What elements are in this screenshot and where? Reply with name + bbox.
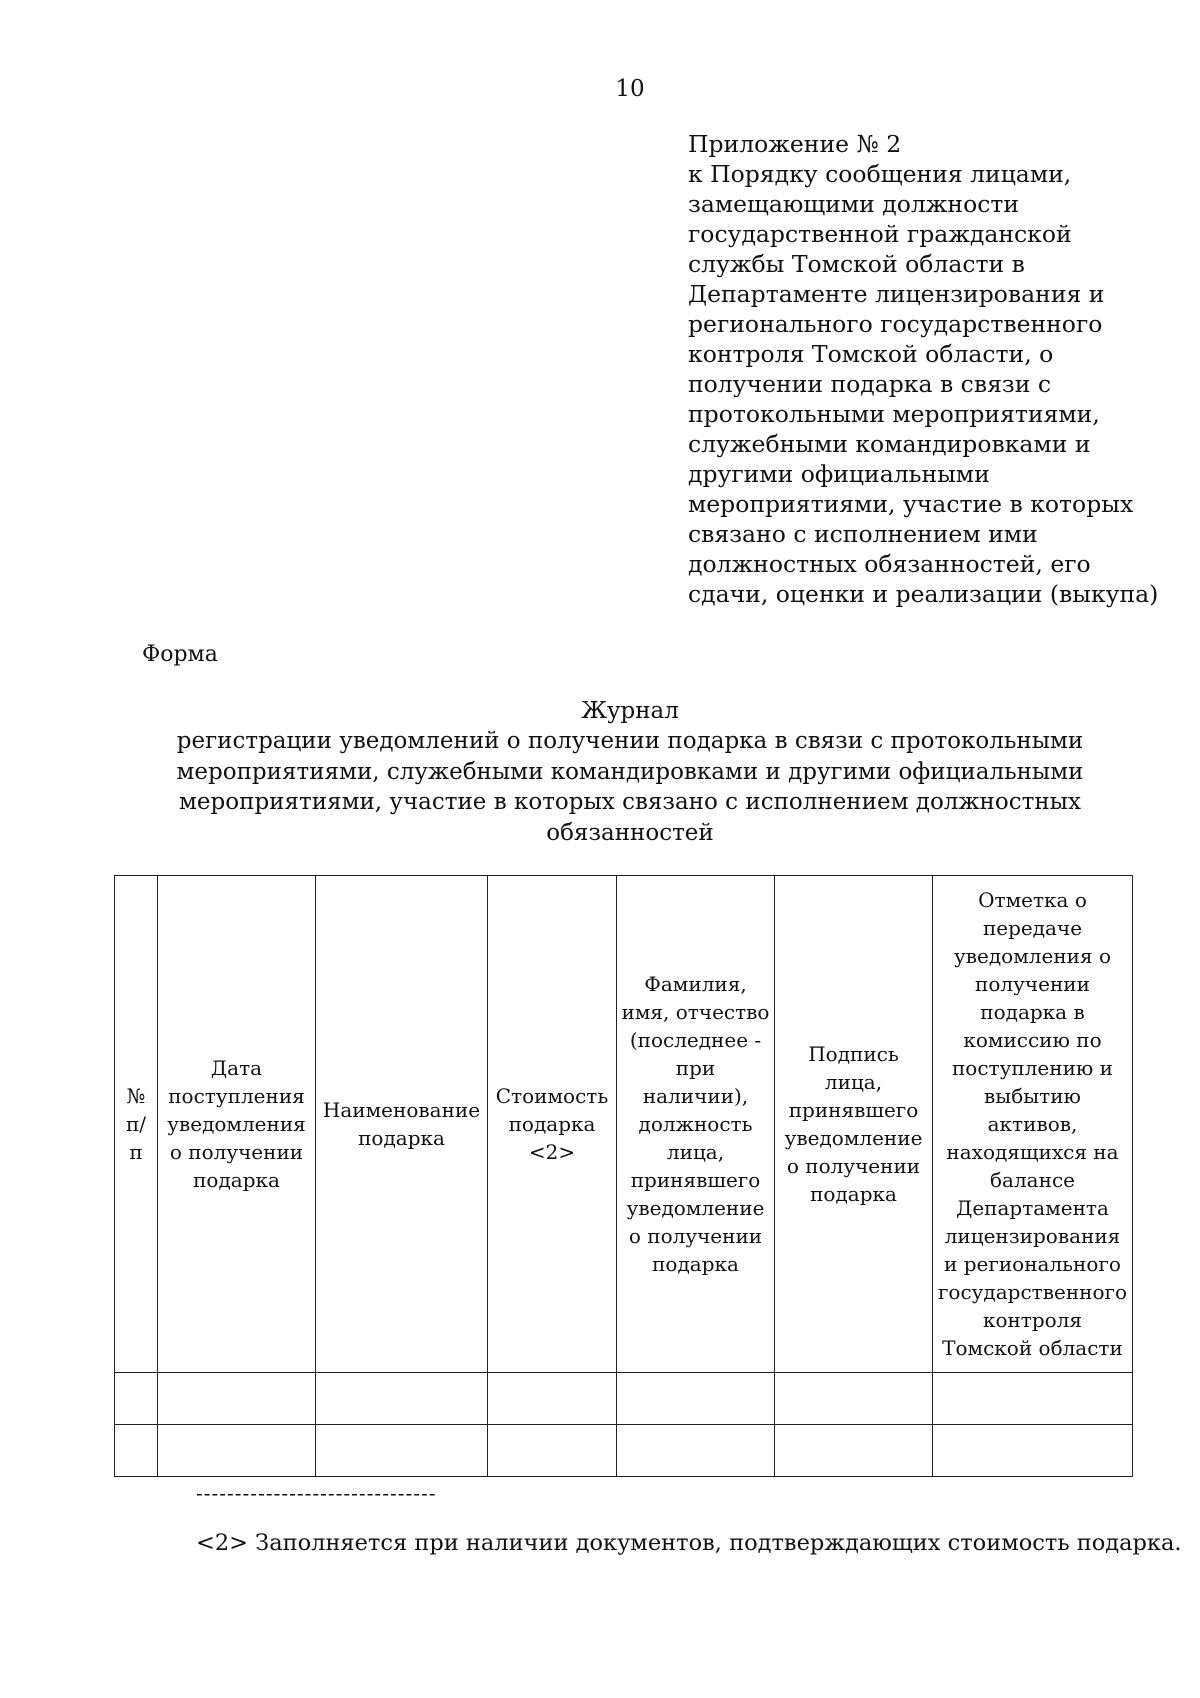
header-text-line: подарка — [508, 1112, 596, 1136]
header-text-line: лица, — [666, 1140, 725, 1164]
header-text-line: уведомления — [167, 1112, 306, 1136]
journal-subtitle-line: обязанностей — [546, 819, 714, 846]
appendix-line: к Порядку сообщения лицами, — [688, 160, 1072, 188]
table-header-row — [115, 876, 1133, 1373]
header-text-line: комиссию по — [963, 1028, 1102, 1052]
header-text-line: № — [126, 1084, 146, 1108]
header-text-line: Наименование — [322, 1098, 481, 1122]
appendix-line: контроля Томской области, о — [688, 340, 1054, 368]
header-text-line: должность — [638, 1112, 753, 1136]
journal-subtitle — [160, 726, 1100, 848]
header-text-line: (последнее - — [629, 1028, 762, 1052]
journal-subtitle-line: регистрации уведомлений о получении подарка в связи с протокольными — [176, 728, 1084, 754]
appendix-line: протокольными мероприятиями, — [688, 400, 1100, 428]
appendix-line: мероприятиями, участие в которых — [688, 490, 1134, 518]
header-text-line: Подпись — [808, 1042, 899, 1066]
header-text-line: балансе — [990, 1168, 1075, 1192]
header-text-line: подарка — [652, 1252, 739, 1276]
appendix-line: регионального государственного — [688, 310, 1103, 338]
header-cell-number — [115, 876, 158, 1373]
header-text-line: Дата — [210, 1056, 263, 1080]
appendix-line: службы Томской области в — [688, 250, 1025, 278]
appendix-line: сдачи, оценки и реализации (выкупа) — [688, 580, 1159, 608]
header-cell-gift-name — [316, 876, 488, 1373]
header-text-line: при — [675, 1056, 716, 1080]
header-text-line: п/ — [125, 1112, 147, 1136]
header-text-line: о получении — [169, 1140, 304, 1164]
footnote-text: <2> Заполняется при наличии документов, подтверждающих стоимость подарка. — [196, 1530, 1182, 1556]
header-text-line: имя, отчество — [621, 1000, 770, 1024]
appendix-line: Департаменте лицензирования и — [688, 280, 1105, 308]
appendix-line: связано с исполнением ими — [688, 520, 1038, 548]
header-text-line: выбытию — [984, 1084, 1081, 1108]
header-text-line: п — [129, 1140, 143, 1164]
header-text-line: подарка — [193, 1168, 280, 1192]
journal-subtitle-line: мероприятиями, участие в которых связано с исполнением должностных — [179, 789, 1081, 815]
header-cell-date — [158, 876, 316, 1373]
appendix-line: Приложение № 2 — [688, 130, 902, 158]
header-text-line: наличии), — [642, 1084, 749, 1108]
header-text-line: принявшего — [788, 1098, 919, 1122]
header-text-line: Отметка о — [978, 888, 1087, 912]
form-label: Форма — [142, 642, 218, 667]
header-text-line: подарка в — [980, 1000, 1085, 1024]
table-row — [115, 1373, 1133, 1425]
header-text-line: уведомление — [626, 1196, 765, 1220]
header-text-line: Департамента — [956, 1196, 1109, 1220]
header-text-line: о получении — [786, 1154, 921, 1178]
header-text-line: лицензирования — [944, 1224, 1121, 1248]
journal-title: Журнал — [581, 698, 679, 724]
appendix-line: получении подарка в связи с — [688, 370, 1051, 398]
header-text-line: получении — [975, 972, 1090, 996]
header-text-line: лица, — [824, 1070, 883, 1094]
footnote-rule: ------------------------------- — [196, 1481, 437, 1505]
appendix-line: должностных обязанностей, его — [688, 550, 1091, 578]
header-text-line: Стоимость — [495, 1084, 609, 1108]
appendix-block — [688, 129, 1159, 609]
header-cell-gift-cost — [488, 876, 617, 1373]
register-table — [114, 875, 1133, 1477]
appendix-line: другими официальными — [688, 460, 990, 488]
header-text-line: Фамилия, — [644, 972, 747, 996]
header-text-line: активов, — [987, 1112, 1078, 1136]
header-text-line: государственного — [937, 1280, 1128, 1304]
header-text-line: находящихся на — [946, 1140, 1119, 1164]
header-text-line: передаче — [982, 916, 1083, 940]
header-text-line: контроля — [982, 1308, 1083, 1332]
table-row — [115, 1425, 1133, 1477]
header-text-line: принявшего — [630, 1168, 761, 1192]
appendix-line: служебными командировками и — [688, 430, 1091, 458]
header-text-line: и регионального — [944, 1252, 1121, 1276]
page-number: 10 — [615, 76, 645, 102]
header-text-line: <2> — [528, 1140, 576, 1164]
header-text-line: Томской области — [942, 1336, 1123, 1360]
header-text-line: о получении — [628, 1224, 763, 1248]
appendix-line: государственной гражданской — [688, 220, 1072, 248]
header-text-line: поступлению и — [951, 1056, 1114, 1080]
header-text-line: уведомление — [784, 1126, 923, 1150]
header-text-line: подарка — [810, 1182, 897, 1206]
header-cell-signature — [775, 876, 933, 1373]
header-text-line: поступления — [168, 1084, 305, 1108]
header-cell-receiver-name — [617, 876, 775, 1373]
header-text-line: подарка — [358, 1126, 445, 1150]
journal-subtitle-line: мероприятиями, служебными командировками и другими официальными — [176, 758, 1084, 785]
appendix-line: замещающими должности — [688, 190, 1020, 218]
header-cell-transfer-mark — [933, 876, 1133, 1373]
header-text-line: уведомления о — [954, 944, 1111, 968]
